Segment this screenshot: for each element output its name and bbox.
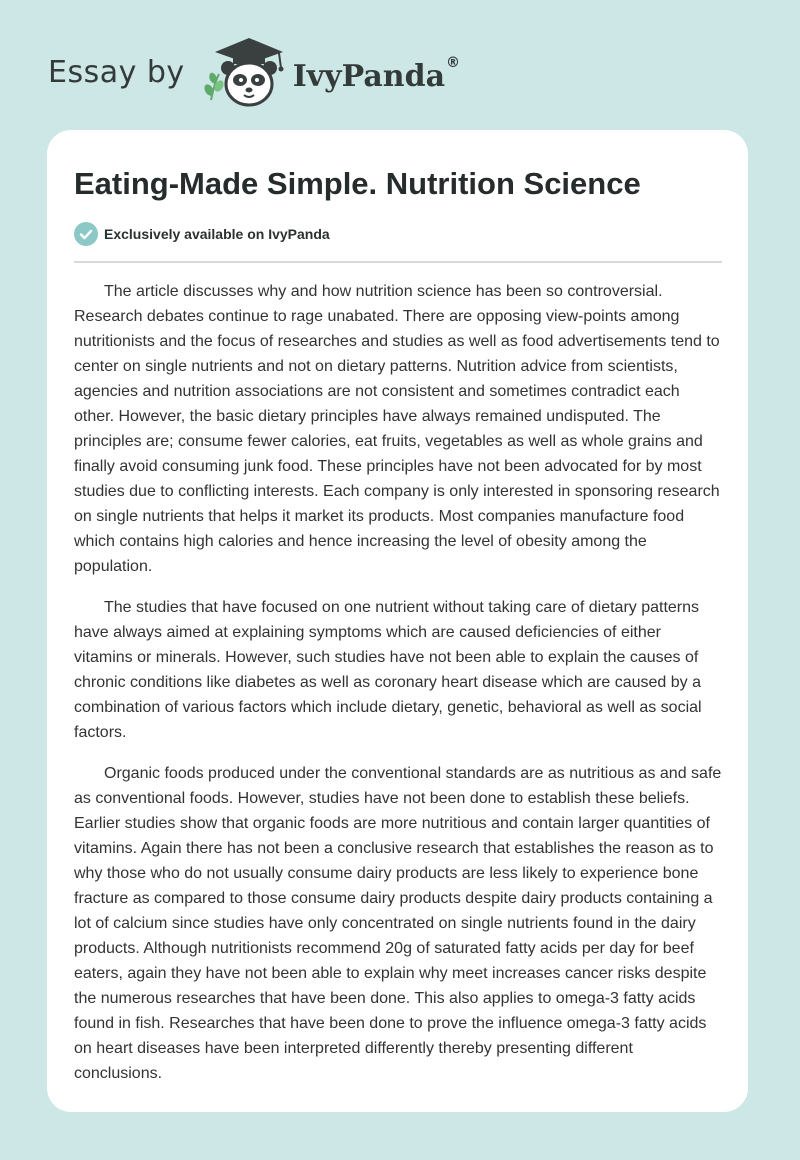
trademark-symbol: ® — [446, 54, 461, 71]
paragraph: The article discusses why and how nutrition science has been so controversial. Research debates continue to rage unabated. There are opposing view-points among nutritionists and the focus of researches and studies as well as food advertisements tend to center on single nutrients and not on dietary patterns. Nutrition advice from scientists, agencies and nutrition associations are not consistent and sometimes contradict each other. However, the basic dietary principles have always remained undisputed. The principles are; consume fewer calories, eat fruits, vegetables as well as whole grains and finally avoid consuming junk food. These principles have not been advocated for by most studies due to conflicting interests. Each company is only interested in sponsoring research on single nutrients that helps it market its products. Most companies manufacture food which contains high calories and hence increasing the level of obesity among the population. — [74, 283, 720, 575]
title-divider — [74, 261, 722, 263]
essay-card — [47, 130, 748, 1112]
site-header — [48, 34, 460, 110]
paragraph: Organic foods produced under the conventional standards are as nutritious as and safe as conventional foods. However, studies have not been done to establish these beliefs. Earlier studies show that organic foods are more nutritious and contain larger quantities of vitamins. Again there has not been a conclusive research that establishes the reason as to why those who do not usually consume dairy products are less likely to experience bone fracture as compared to those consume dairy products despite dairy products containing a lot of calcium since studies have only concentrated on single nutrients found in the dairy products. Although nutritionists recommend 20g of saturated fatty acids per day for beef eaters, again they have not been able to explain why meet increases cancer risks despite the numerous researches that have been done. This also applies to omega-3 fatty acids found in fish. Researches that have been done to prove the influence omega-3 fatty acids on heart diseases have been interpreted differently thereby presenting different conclusions. — [74, 765, 722, 1082]
page-title: Eating-Made Simple. Nutrition Science — [74, 166, 641, 201]
exclusive-label: Exclusively available on IvyPanda — [104, 226, 330, 242]
exclusive-badge — [74, 222, 330, 246]
essay-body — [74, 279, 724, 1102]
ivypanda-logo-icon — [201, 34, 287, 110]
essay-by-label: Essay by — [48, 54, 185, 90]
paragraph: The studies that have focused on one nutrient without taking care of dietary patterns have always aimed at explaining symptoms which are caused deficiencies of either vitamins or minerals. However, such studies have not been able to explain the causes of chronic conditions like diabetes as well as coronary heart disease which are caused by a combination of various factors which include dietary, genetic, behavioral as well as social factors. — [74, 599, 702, 741]
brand-name — [292, 54, 461, 94]
brand-text: IvyPanda — [292, 58, 446, 94]
check-circle-icon — [74, 222, 98, 246]
